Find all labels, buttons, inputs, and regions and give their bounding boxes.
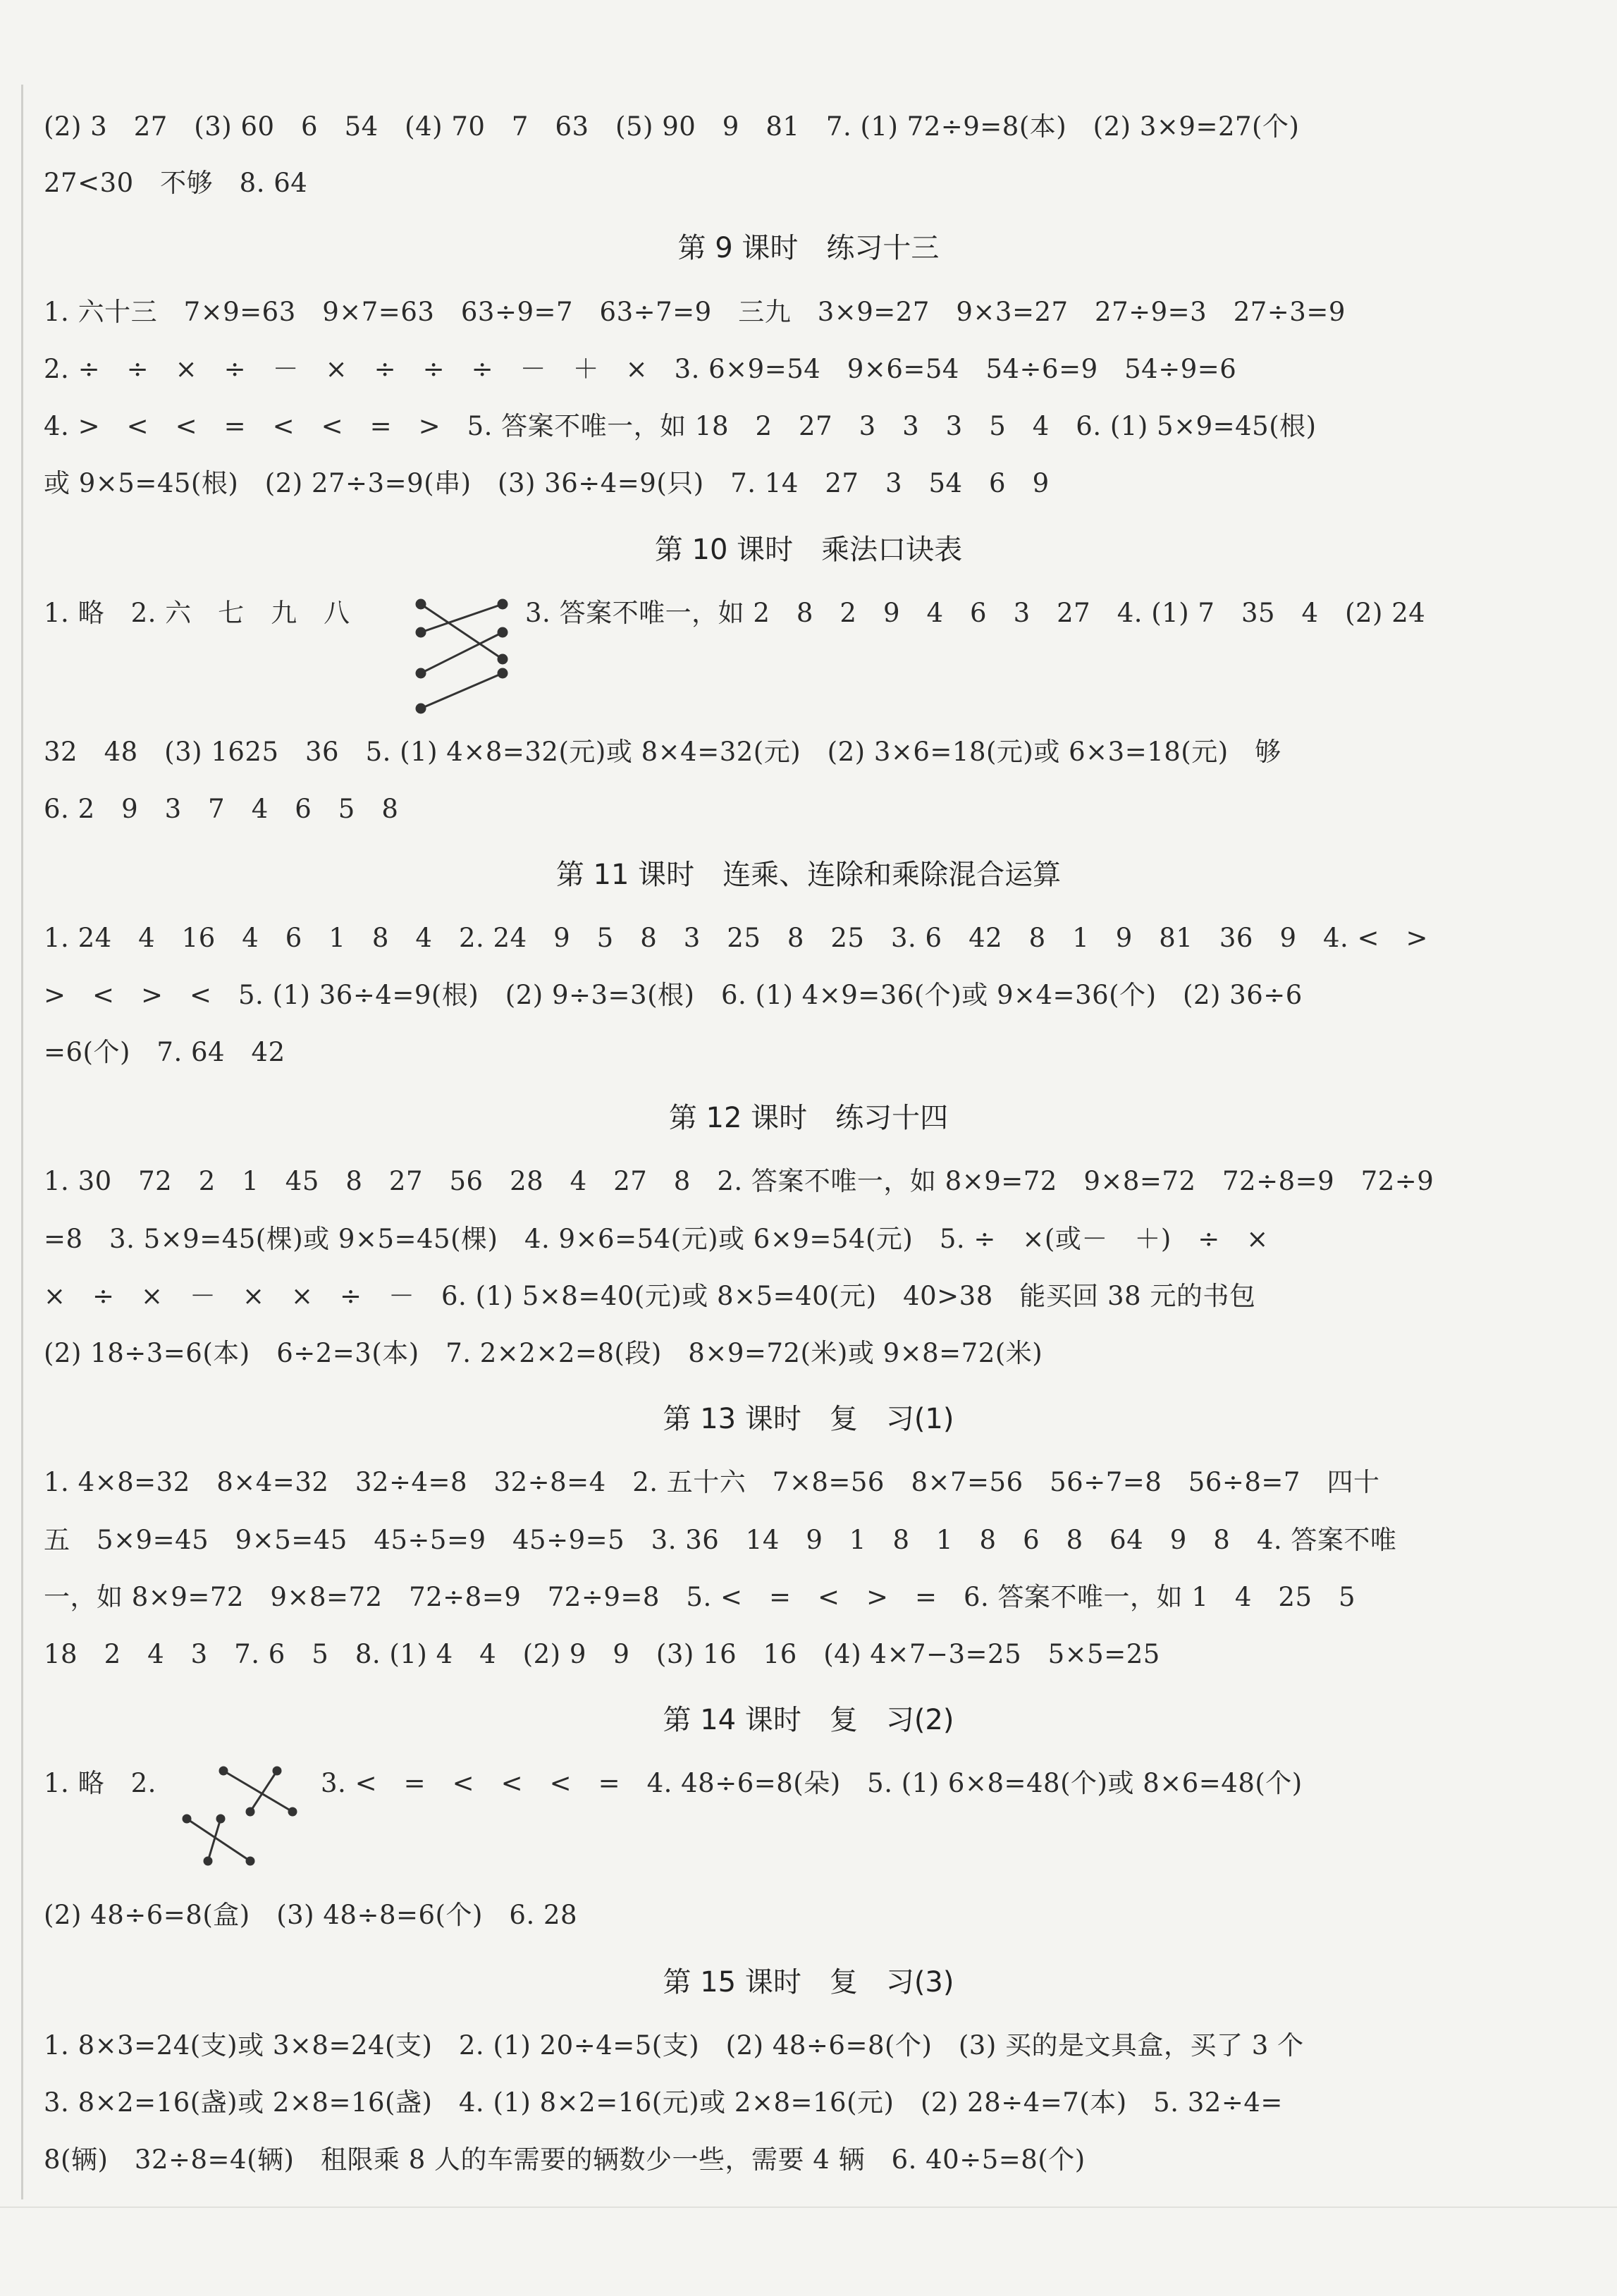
answer-line: 一，如 8×9=72 9×8=72 72÷8=9 72÷9=8 5. < = < > = 6. 答案不唯一，如 1 4 25 5 (44, 1582, 1356, 1612)
answer-line: 1. 24 4 16 4 6 1 8 4 2. 24 9 5 8 3 25 8 25 3. 6 42 8 1 9 81 36 9 4. < > (44, 923, 1429, 953)
answer-line: 或 9×5=45(根) (2) 27÷3=9(串) (3) 36÷4=9(只) 7. 14 27 3 54 6 9 (44, 468, 1050, 498)
connection-diagram (180, 1762, 307, 1875)
answer-line: 3. < = < < < = 4. 48÷6=8(朵) 5. (1) 6×8=48(个)或 8×6=48(个) (321, 1768, 1303, 1798)
section-heading: 第 12 课时 练习十四 (668, 1102, 949, 1134)
answer-line: 1. 4×8=32 8×4=32 32÷4=8 32÷8=4 2. 五十六 7×8=56 8×7=56 56÷7=8 56÷8=7 四十 (44, 1467, 1380, 1497)
answer-line: 1. 略 2. (44, 1768, 156, 1798)
answer-line: =6(个) 7. 64 42 (44, 1037, 285, 1067)
section-heading: 第 14 课时 复 习(2) (663, 1704, 954, 1736)
section-heading: 第 15 课时 复 习(3) (663, 1966, 954, 1999)
answer-line: 2. ÷ ÷ × ÷ － × ÷ ÷ ÷ － ＋ × 3. 6×9=54 9×6=54 54÷6=9 54÷9=6 (44, 354, 1237, 384)
answer-line: 1. 六十三 7×9=63 9×7=63 63÷9=7 63÷7=9 三九 3×9=27 9×3=27 27÷9=3 27÷3=9 (44, 297, 1346, 327)
bottom-divider (0, 2206, 1617, 2208)
section-heading: 第 11 课时 连乘、连除和乘除混合运算 (555, 859, 1062, 891)
answer-line: > < > < 5. (1) 36÷4=9(根) (2) 9÷3=3(根) 6. (1) 4×9=36(个)或 9×4=36(个) (2) 36÷6 (44, 980, 1303, 1010)
matching-diagram (412, 596, 511, 719)
answer-line: 18 2 4 3 7. 6 5 8. (1) 4 4 (2) 9 9 (3) 16 16 (4) 4×7−3=25 5×5=25 (44, 1639, 1160, 1669)
answer-line: 4. > < < = < < = > 5. 答案不唯一，如 18 2 27 3 3 3 5 4 6. (1) 5×9=45(根) (44, 411, 1317, 441)
answer-line: 32 48 (3) 1625 36 5. (1) 4×8=32(元)或 8×4=32(元) (2) 3×6=18(元)或 6×3=18(元) 够 (44, 737, 1281, 767)
section-heading: 第 13 课时 复 习(1) (663, 1403, 954, 1435)
answer-line: (2) 3 27 (3) 60 6 54 (4) 70 7 63 (5) 90 9 81 7. (1) 72÷9=8(本) (2) 3×9=27(个) (44, 111, 1300, 142)
page-edge-line (21, 85, 23, 2199)
answer-line: (2) 18÷3=6(本) 6÷2=3(本) 7. 2×2×2=8(段) 8×9=72(米)或 9×8=72(米) (44, 1338, 1043, 1368)
answer-line: (2) 48÷6=8(盒) (3) 48÷8=6(个) 6. 28 (44, 1900, 578, 1930)
answer-line: 3. 8×2=16(盏)或 2×8=16(盏) 4. (1) 8×2=16(元)或 2×8=16(元) (2) 28÷4=7(本) 5. 32÷4= (44, 2087, 1283, 2118)
section-heading: 第 9 课时 练习十三 (677, 232, 940, 264)
answer-line: 8(辆) 32÷8=4(辆) 租限乘 8 人的车需要的辆数少一些，需要 4 辆 6. 40÷5=8(个) (44, 2144, 1086, 2175)
answer-line: 6. 2 9 3 7 4 6 5 8 (44, 794, 399, 824)
answer-line: 1. 略 2. 六 七 九 八 (44, 598, 350, 628)
answer-line: 3. 答案不唯一，如 2 8 2 9 4 6 3 27 4. (1) 7 35 4 (2) 24 (525, 598, 1426, 628)
answer-line: 五 5×9=45 9×5=45 45÷5=9 45÷9=5 3. 36 14 9 1 8 1 8 6 8 64 9 8 4. 答案不唯 (44, 1525, 1397, 1555)
answer-line: 1. 8×3=24(支)或 3×8=24(支) 2. (1) 20÷4=5(支) (2) 48÷6=8(个) (3) 买的是文具盒，买了 3 个 (44, 2030, 1304, 2061)
answer-line: =8 3. 5×9=45(棵)或 9×5=45(棵) 4. 9×6=54(元)或 6×9=54(元) 5. ÷ ×(或－ ＋) ÷ × (44, 1224, 1269, 1254)
answer-line: × ÷ × － × × ÷ － 6. (1) 5×8=40(元)或 8×5=40(元) 40>38 能买回 38 元的书包 (44, 1281, 1256, 1311)
section-heading: 第 10 课时 乘法口诀表 (654, 534, 963, 566)
answer-line: 27<30 不够 8. 64 (44, 168, 308, 198)
answer-line: 1. 30 72 2 1 45 8 27 56 28 4 27 8 2. 答案不唯一，如 8×9=72 9×8=72 72÷8=9 72÷9 (44, 1166, 1434, 1196)
